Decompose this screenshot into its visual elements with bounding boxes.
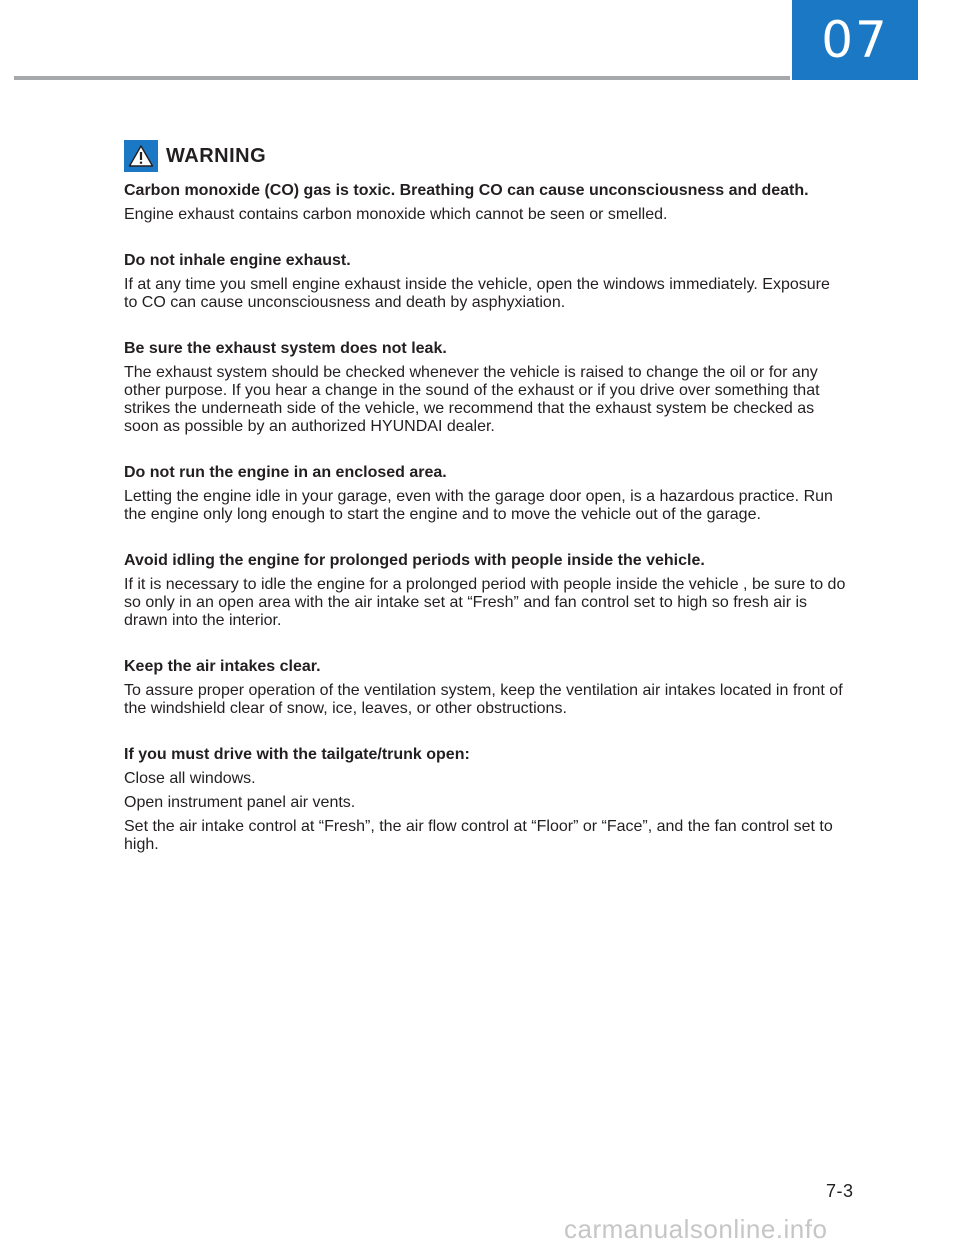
- section-body: [124, 576, 846, 630]
- section-body: [124, 276, 846, 312]
- page-number: 7-3: [826, 1181, 854, 1201]
- section-heading: Avoid idling the engine for prolonged periods with people inside the vehicle.: [124, 552, 705, 569]
- section-heading: Carbon monoxide (CO) gas is toxic. Breathing CO can cause unconsciousness and death.: [124, 182, 809, 199]
- chapter-tab: 07: [792, 0, 918, 80]
- section-body: [124, 364, 846, 436]
- warning-section: [124, 252, 846, 312]
- section-paragraph: Close all windows.: [124, 770, 256, 787]
- section-paragraph: If at any time you smell engine exhaust inside the vehicle, open the windows immediately. Exposure to CO can cause unconsciousness and death by asphyxiation.: [124, 276, 830, 311]
- warning-title: WARNING: [166, 144, 267, 167]
- section-body: [124, 488, 846, 524]
- warning-block: [124, 140, 846, 854]
- section-paragraph: The exhaust system should be checked whenever the vehicle is raised to change the oil or for any other purpose. If you hear a change in the sound of the exhaust or if you drive over something that strikes the underneath side of the vehicle, we recommend that the exhaust system be checked as soon as possible by an authorized HYUNDAI dealer.: [124, 364, 820, 435]
- section-heading: Do not inhale engine exhaust.: [124, 252, 351, 269]
- section-heading: Do not run the engine in an enclosed area.: [124, 464, 447, 481]
- section-heading: Keep the air intakes clear.: [124, 658, 321, 675]
- warning-section: [124, 464, 846, 524]
- section-paragraph: Open instrument panel air vents.: [124, 794, 356, 811]
- section-body: [124, 770, 846, 854]
- section-paragraph: Letting the engine idle in your garage, even with the garage door open, is a hazardous practice. Run the engine only long enough to start the engine and to move the vehicle out of the garage.: [124, 488, 833, 523]
- section-heading: If you must drive with the tailgate/trunk open:: [124, 746, 470, 763]
- warning-sections: [124, 182, 846, 854]
- watermark: carmanualsonline.info: [564, 1214, 828, 1244]
- warning-section: [124, 552, 846, 630]
- section-paragraph: To assure proper operation of the ventilation system, keep the ventilation air intakes located in front of the windshield clear of snow, ice, leaves, or other obstructions.: [124, 682, 843, 717]
- warning-triangle-icon: [124, 140, 158, 172]
- section-paragraph: If it is necessary to idle the engine for a prolonged period with people inside the vehicle , be sure to do so only in an open area with the air intake set at “Fresh” and fan control set to high so fresh air is drawn into the interior.: [124, 576, 846, 629]
- section-paragraph: Set the air intake control at “Fresh”, the air flow control at “Floor” or “Face”, and the fan control set to high.: [124, 818, 833, 853]
- warning-section: [124, 746, 846, 854]
- warning-section: [124, 340, 846, 436]
- section-body: [124, 206, 846, 224]
- section-paragraph: Engine exhaust contains carbon monoxide which cannot be seen or smelled.: [124, 206, 668, 223]
- section-body: [124, 682, 846, 718]
- warning-section: [124, 658, 846, 718]
- header-rule: [14, 76, 790, 80]
- warning-section: [124, 182, 846, 224]
- warning-header: [124, 140, 846, 172]
- section-heading: Be sure the exhaust system does not leak.: [124, 340, 447, 357]
